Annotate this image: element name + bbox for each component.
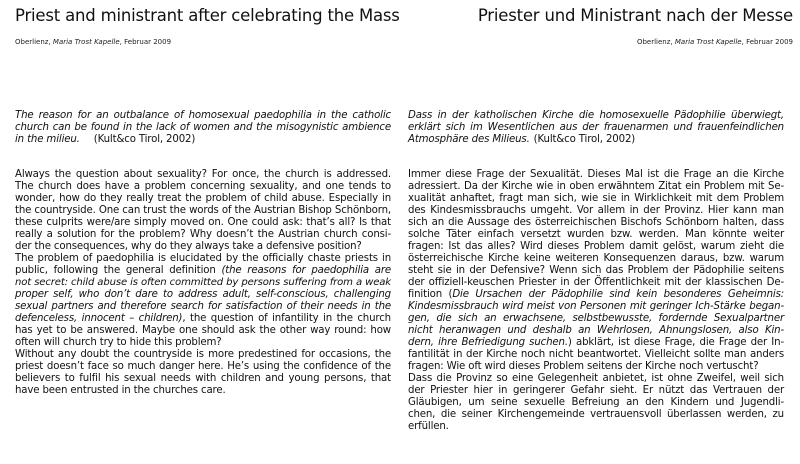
quote-line: Dass in der katholischen Kirche die homosexuelle Pädophilie überwiegt, <box>408 110 784 121</box>
body-line <box>408 337 784 349</box>
body-line: The problem of paedophilia is elucidated by the officially chaste priests in <box>15 253 391 264</box>
quote-source: (Kult&co Tirol, 2002) <box>533 134 636 145</box>
place-location: Maria Trost Kapelle <box>674 38 742 46</box>
body-line: der offiziell-keuschen Priester in der Öffentlichkeit mit der klassischen De- <box>408 277 784 288</box>
body-line: gen, die sich an erwachsene, selbstbewusste, fordernde Sexualpartner <box>408 313 784 324</box>
body-line: der the consequences, why do they always take a defensive position? <box>15 241 362 252</box>
quote-source: (Kult&co Tirol, 2002) <box>93 134 196 145</box>
quote-line <box>15 134 391 146</box>
body-line <box>15 265 391 277</box>
body-line: sexual partners and therefore search for satisfaction of their needs in the <box>15 301 391 312</box>
body-line <box>408 289 784 301</box>
body-text: public, following the general definition <box>15 265 222 276</box>
body-line: xualität anhaftet, fragt man sich, wie sie in Wirklichkeit mit dem Problem <box>408 193 784 204</box>
quote-line <box>408 134 784 146</box>
body-text: ) abklärt, ist diese Frage, die Frage der In- <box>567 337 784 348</box>
quote-line: The reason for an outbalance of homosexual paedophilia in the catholic <box>15 110 391 121</box>
body-line: has yet to be answered. Maybe one should ask the other way round: how <box>15 325 391 336</box>
place-prefix: Oberlienz, <box>636 38 675 46</box>
body-line: solche Täter einfach versetzt wurden bzw. werden. Man könnte weiter <box>408 229 784 240</box>
body-line: the countryside. One can trust the words of the Austrian Bishop Schönborn, <box>15 205 391 216</box>
quote-line-text: Atmosphäre des Milieus. <box>408 134 530 145</box>
body-line: often will church try to hide this problem? <box>15 337 222 348</box>
english-place-line <box>15 38 171 46</box>
body-text: , the question of infantility in the church <box>182 313 391 324</box>
body-line: adressiert. Da der Kirche wie in oben erwähntem Zitat ein Problem mit Se- <box>408 181 784 192</box>
body-line: have been entrusted in the churches care. <box>15 385 226 396</box>
german-title: Priester und Ministrant nach der Messe <box>477 6 793 25</box>
body-line: nicht heranwagen und deshalb an Wehrlosen, Ahnungslosen, also Kin- <box>408 325 784 336</box>
italic-definition-text: dern, ihre Befriedigung suchen. <box>408 337 568 348</box>
body-text: finition ( <box>408 289 453 300</box>
body-line: Immer diese Frage der Sexualität. Dieses Mal ist die Frage an die Kirche <box>408 169 784 180</box>
body-line: fragen: Ist das alles? Wird dieses Problem damit gelöst, warum zieht die <box>408 241 784 252</box>
body-line <box>15 313 391 325</box>
place-suffix: , Februar 2009 <box>119 38 172 46</box>
body-line: not secret: child abuse is often committed by persons suffering from a weak <box>15 277 391 288</box>
body-line: Dass die Provinz so eine Gelegenheit anbietet, ist ohne Zweifel, weil sich <box>408 373 784 384</box>
body-line: Gläubigen, um seine sexuelle Befreiung an den Kindern und Jugendli- <box>408 397 784 408</box>
body-line: des Kindesmissbrauchs umgeht. Vor allem in der Provinz. Hier kann man <box>408 205 784 216</box>
quote-line: church can be found in the lack of women and the misogynistic ambience <box>15 122 391 133</box>
quote-line: erklärt sich im Wesentlichen aus der frauenarmen und frauenfeindlichen <box>408 122 784 133</box>
english-title: Priest and ministrant after celebrating the Mass <box>15 6 400 25</box>
body-line: priest doesn’t face so much danger here. He’s using the confidence of the <box>15 361 391 372</box>
italic-definition-text: Die Ursachen der Pädophilie sind kein besonderes Geheimnis: <box>452 289 785 300</box>
place-suffix: , Februar 2009 <box>741 38 793 46</box>
body-line: Always the question about sexuality? For once, the church is addressed. <box>15 169 391 180</box>
body-line: really a solution for the problem? Why doesn’t the Austrian church consi- <box>15 229 391 240</box>
place-location: Maria Trost Kapelle <box>52 38 120 46</box>
body-line: The church does have a problem concerning sexuality, and one tends to <box>15 181 391 192</box>
german-place-line <box>637 38 793 46</box>
body-line: der Priester hier in geringerer Gefahr sieht. Er nützt das Vertrauen der <box>408 385 784 396</box>
body-line: steht sie in der Defensive? Wenn sich das Problem der Pädophilie seitens <box>408 265 784 276</box>
body-line: wonder, how do they really treat the problem of child abuse. Especially in <box>15 193 391 204</box>
body-line: sich an die Aussage des österreichischen Bischofs Schönborn halten, dass <box>408 217 784 228</box>
body-line: proper self, who don’t dare to address adult, self-conscious, challenging <box>15 289 391 300</box>
body-line: Without any doubt the countryside is more predestined for occasions, the <box>15 349 391 360</box>
italic-definition-text: defenceless, innocent – children) <box>15 313 183 324</box>
body-line: chen, die seiner Kirchengemeinde vertrauensvoll überlassen werden, zu <box>408 409 784 420</box>
italic-definition-text: (the reasons for paedophilia are <box>221 265 391 276</box>
body-line: believers to fulfil his sexual needs with children and young persons, that <box>15 373 391 384</box>
body-line: erfüllen. <box>408 421 449 432</box>
body-line: Kindesmissbrauch wird meist von Personen mit geringer Ich-Stärke began- <box>408 301 784 312</box>
body-line: österreichische Kirche keine weiteren Konsequenzen daraus, bzw. warum <box>408 253 784 264</box>
body-line: fantilität in der Kirche noch nicht beantwortet. Vielleicht sollte man anders <box>408 349 784 360</box>
quote-line-text: in the milieu. <box>15 134 80 145</box>
place-prefix: Oberlienz, <box>15 38 53 46</box>
body-line: fragen: Wie oft wird dieses Problem seitens der Kirche noch vertuscht? <box>408 361 759 372</box>
body-line: these culprits were/are simply moved on. One could ask: that’s all? Is that <box>15 217 391 228</box>
